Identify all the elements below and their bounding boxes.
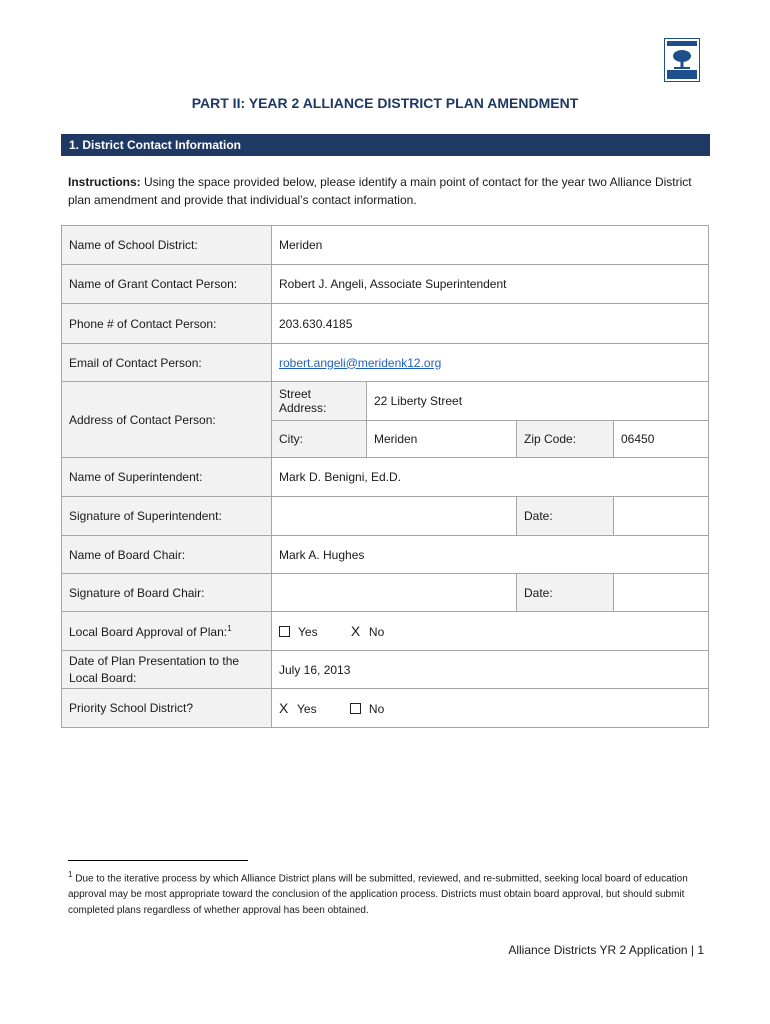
priority-yes-option[interactable]: X Yes (279, 700, 317, 716)
footnote-text: Due to the iterative process by which Alliance District plans will be submitted, reviewed, and re-submitted, seeking local board of education approval may be most appropriate toward the conclusion of the application process. Districts must obtain board approval, but should submit completed plans regardless of whether approval has been obtained. (68, 873, 688, 917)
page-footer: Alliance Districts YR 2 Application | 1 (508, 943, 704, 957)
presentation-date-label: Date of Plan Presentation to the Local Board: (62, 651, 272, 689)
superintendent-date-label: Date: (517, 497, 614, 536)
signature-superintendent-label: Signature of Superintendent: (62, 497, 272, 536)
approval-label: Local Board Approval of Plan:$^1$ (62, 612, 272, 651)
phone-label: Phone # of Contact Person: (62, 304, 272, 344)
street-label: Street Address: (272, 382, 367, 421)
page-title: PART II: YEAR 2 ALLIANCE DISTRICT PLAN AMENDMENT (191, 95, 579, 111)
superintendent-label: Name of Superintendent: (62, 458, 272, 497)
phone-field[interactable]: 203.630.4185 (272, 304, 709, 344)
email-label: Email of Contact Person: (62, 344, 272, 382)
priority-yes-checkbox[interactable]: X (279, 700, 289, 716)
grant-contact-label: Name of Grant Contact Person: (62, 265, 272, 304)
approval-yes-option[interactable]: Yes (279, 625, 318, 639)
street-field[interactable]: 22 Liberty Street (367, 382, 709, 421)
city-field[interactable]: Meriden (367, 421, 517, 458)
superintendent-field[interactable]: Mark D. Benigni, Ed.D. (272, 458, 709, 497)
district-field[interactable]: Meriden (272, 226, 709, 265)
approval-no-option[interactable]: X No (350, 623, 385, 639)
priority-options (272, 689, 709, 728)
presentation-date-field[interactable]: July 16, 2013 (272, 651, 709, 689)
footnote-ref: 1 (227, 623, 232, 633)
state-seal-logo (664, 38, 700, 82)
signature-board-chair-field[interactable] (272, 574, 517, 612)
email-link[interactable]: robert.angeli@meridenk12.org (279, 355, 442, 370)
priority-no-checkbox[interactable] (350, 703, 361, 714)
signature-board-chair-label: Signature of Board Chair: (62, 574, 272, 612)
zip-label: Zip Code: (517, 421, 614, 458)
zip-field[interactable]: 06450 (614, 421, 709, 458)
city-label: City: (272, 421, 367, 458)
district-label: Name of School District: (62, 226, 272, 265)
address-label: Address of Contact Person: (62, 382, 272, 458)
footnote-divider (68, 860, 248, 861)
board-chair-date-label: Date: (517, 574, 614, 612)
instructions-text: Using the space provided below, please identify a main point of contact for the year two Alliance District plan amendment and provide that individual’s contact information. (68, 175, 692, 207)
contact-info-table (61, 225, 709, 728)
signature-superintendent-field[interactable] (272, 497, 517, 536)
email-field[interactable] (272, 344, 709, 382)
approval-options (272, 612, 709, 651)
instructions-lead: Instructions: (68, 175, 141, 189)
footnote (68, 867, 698, 919)
approval-no-checkbox[interactable]: X (350, 623, 361, 639)
grant-contact-field[interactable]: Robert J. Angeli, Associate Superintendent (272, 265, 709, 304)
superintendent-date-field[interactable] (614, 497, 709, 536)
section-header: 1. District Contact Information (61, 134, 710, 156)
state-department-of-education-seal-icon (671, 48, 693, 70)
priority-no-option[interactable]: No (350, 702, 384, 716)
footnote-number: 1 (68, 870, 73, 879)
board-chair-date-field[interactable] (614, 574, 709, 612)
board-chair-label: Name of Board Chair: (62, 536, 272, 574)
board-chair-field[interactable]: Mark A. Hughes (272, 536, 709, 574)
instructions (68, 173, 698, 209)
priority-label: Priority School District? (62, 689, 272, 728)
approval-yes-checkbox[interactable] (279, 626, 290, 637)
